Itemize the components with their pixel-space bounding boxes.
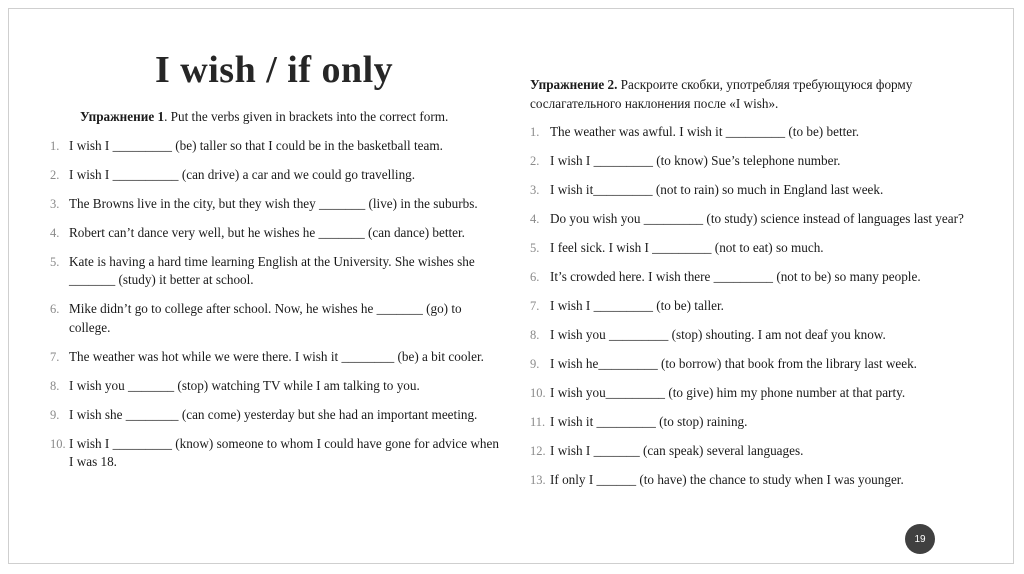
list-item bbox=[530, 268, 980, 287]
list-item bbox=[50, 166, 502, 185]
item-number: 4. bbox=[530, 212, 540, 226]
item-number: 11. bbox=[530, 415, 546, 429]
item-text: Mike didn’t go to college after school. Now, he wishes he _______ (go) to college. bbox=[69, 301, 462, 335]
item-number: 7. bbox=[50, 349, 60, 364]
exercise-1 bbox=[50, 108, 502, 482]
list-item bbox=[50, 406, 502, 425]
list-item bbox=[50, 253, 502, 290]
list-item bbox=[50, 377, 502, 396]
item-number: 10. bbox=[50, 436, 66, 451]
item-number: 12. bbox=[530, 444, 546, 458]
item-text: I wish you _______ (stop) watching TV while I am talking to you. bbox=[69, 377, 420, 393]
item-number: 3. bbox=[530, 183, 540, 197]
item-text: I wish I _________ (to know) Sue’s telephone number. bbox=[550, 153, 841, 168]
item-text: I wish I __________ (can drive) a car and we could go travelling. bbox=[69, 166, 416, 182]
item-number: 9. bbox=[50, 407, 60, 422]
item-text: I wish it _________ (to stop) raining. bbox=[550, 414, 748, 429]
exercise-2-heading bbox=[530, 76, 980, 113]
list-item bbox=[50, 435, 502, 472]
item-text: Robert can’t dance very well, but he wishes he _______ (can dance) better. bbox=[69, 224, 465, 240]
item-text: The weather was awful. I wish it _________ (to be) better. bbox=[550, 124, 860, 139]
item-text: The weather was hot while we were there. I wish it ________ (be) a bit cooler. bbox=[69, 348, 484, 364]
exercise-1-label: Упражнение 1 bbox=[80, 109, 165, 124]
item-text: Do you wish you _________ (to study) science instead of languages last year? bbox=[550, 211, 964, 226]
item-text: I wish I _______ (can speak) several languages. bbox=[550, 443, 804, 458]
item-text: If only I ______ (to have) the chance to study when I was younger. bbox=[550, 472, 904, 487]
item-number: 2. bbox=[50, 167, 60, 182]
item-number: 5. bbox=[50, 254, 60, 269]
item-number: 5. bbox=[530, 241, 540, 255]
list-item bbox=[50, 300, 502, 337]
item-text: Kate is having a hard time learning English at the University. She wishes she _______ (study) it better at school. bbox=[69, 253, 475, 287]
list-item bbox=[50, 348, 502, 367]
item-text: I wish I _________ (be) taller so that I could be in the basketball team. bbox=[69, 137, 443, 153]
list-item bbox=[530, 297, 980, 316]
item-number: 3. bbox=[50, 196, 60, 211]
item-text: I wish I _________ (know) someone to whom I could have gone for advice when I was 18. bbox=[69, 435, 499, 469]
item-number: 6. bbox=[530, 270, 540, 284]
page-number-badge: 19 bbox=[905, 524, 935, 554]
list-item bbox=[530, 442, 980, 461]
exercise-2-label: Упражнение 2. bbox=[530, 77, 618, 92]
item-number: 1. bbox=[530, 125, 540, 139]
item-text: I wish he_________ (to borrow) that book from the library last week. bbox=[550, 356, 917, 371]
list-item bbox=[530, 355, 980, 374]
item-text: I wish it_________ (not to rain) so much in England last week. bbox=[550, 182, 884, 197]
list-item bbox=[530, 123, 980, 142]
item-text: I feel sick. I wish I _________ (not to eat) so much. bbox=[550, 240, 824, 255]
item-number: 4. bbox=[50, 225, 60, 240]
list-item bbox=[530, 239, 980, 258]
list-item bbox=[530, 181, 980, 200]
list-item bbox=[50, 224, 502, 243]
exercise-1-heading bbox=[50, 108, 502, 127]
item-text: I wish you_________ (to give) him my phone number at that party. bbox=[550, 385, 906, 400]
item-number: 1. bbox=[50, 138, 60, 153]
list-item bbox=[530, 210, 980, 229]
item-number: 2. bbox=[530, 154, 540, 168]
list-item bbox=[530, 471, 980, 490]
exercise-2-list bbox=[530, 123, 980, 490]
list-item bbox=[530, 152, 980, 171]
list-item bbox=[530, 384, 980, 403]
list-item bbox=[530, 413, 980, 432]
item-number: 8. bbox=[50, 378, 60, 393]
item-number: 6. bbox=[50, 302, 60, 316]
item-text: I wish I _________ (to be) taller. bbox=[550, 298, 724, 313]
item-number: 9. bbox=[530, 357, 540, 371]
item-number: 7. bbox=[530, 299, 540, 313]
item-number: 8. bbox=[530, 328, 540, 342]
exercise-2-instruction: Раскроите скобки, употребляя требующуюся форму сослагательного наклонения после «I wish». bbox=[530, 77, 913, 111]
item-number: 13. bbox=[530, 473, 546, 487]
list-item bbox=[50, 137, 502, 156]
item-number: 10. bbox=[530, 386, 546, 400]
exercise-2 bbox=[530, 76, 980, 500]
item-text: The Browns live in the city, but they wish they _______ (live) in the suburbs. bbox=[69, 195, 478, 211]
item-text: It’s crowded here. I wish there _________ (not to be) so many people. bbox=[550, 269, 921, 284]
exercise-1-instruction: . Put the verbs given in brackets into the correct form. bbox=[164, 109, 449, 124]
item-text: I wish she ________ (can come) yesterday but she had an important meeting. bbox=[69, 406, 478, 422]
item-text: I wish you _________ (stop) shouting. I am not deaf you know. bbox=[550, 327, 886, 342]
list-item bbox=[530, 326, 980, 345]
list-item bbox=[50, 195, 502, 214]
exercise-1-list bbox=[50, 137, 502, 472]
page-title: I wish / if only bbox=[155, 49, 394, 91]
